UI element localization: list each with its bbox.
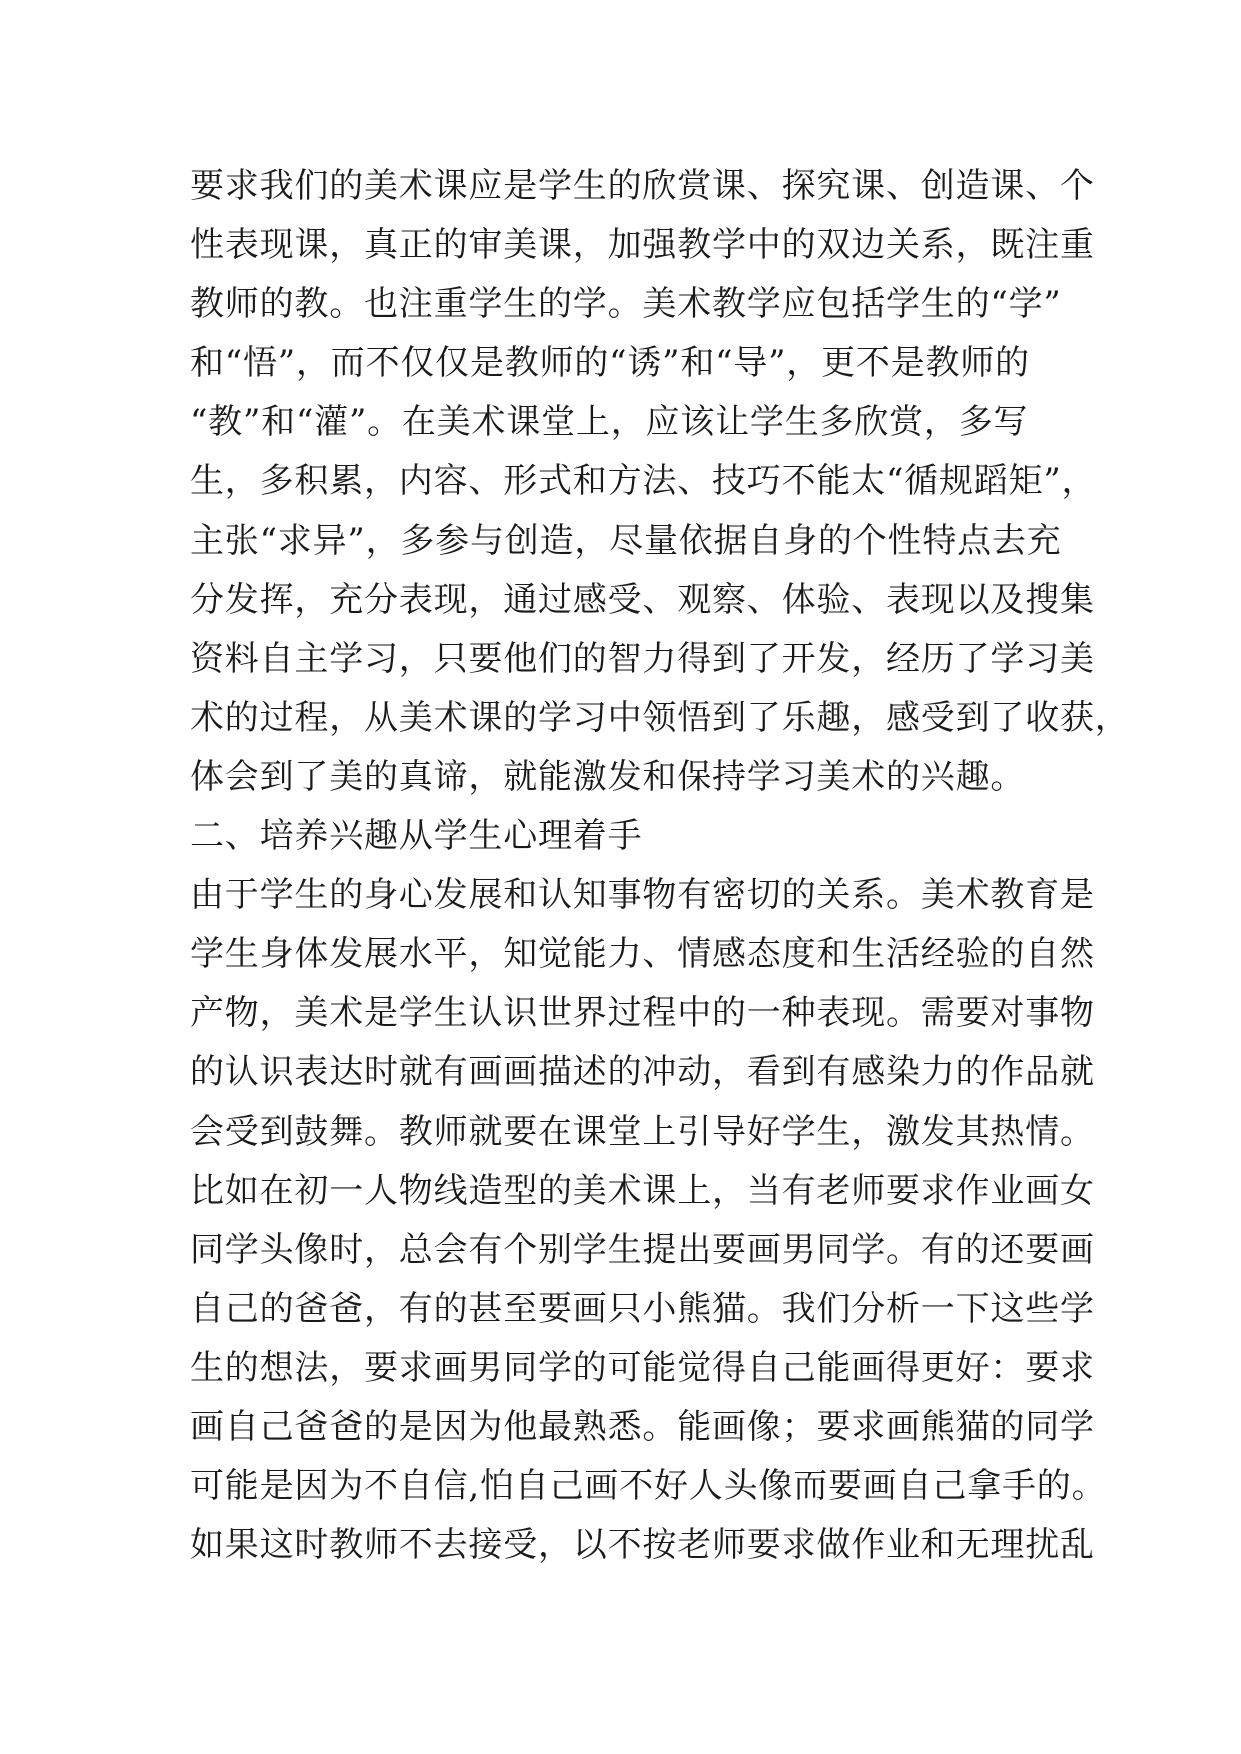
section-heading: 二、培养兴趣从学生心理着手 bbox=[190, 816, 643, 857]
text-line: 生的想法，要求画男同学的可能觉得自己能画得更好：要求 bbox=[190, 1347, 1095, 1388]
text-line: 主张“求异”，多参与创造，尽量依据自身的个性特点去充 bbox=[190, 520, 1062, 561]
text-line: “教”和“灌”。在美术课堂上，应该让学生多欣赏，多写 bbox=[190, 402, 1029, 443]
text-line: 学生身体发展水平，知觉能力、情感态度和生活经验的自然 bbox=[190, 934, 1095, 975]
text-line: 的认识表达时就有画画描述的冲动，看到有感染力的作品就 bbox=[190, 1052, 1095, 1093]
text-line: 比如在初一人物线造型的美术课上，当有老师要求作业画女 bbox=[190, 1170, 1095, 1211]
text-line: 教师的教。也注重学生的学。美术教学应包括学生的“学” bbox=[190, 284, 1062, 325]
text-line: 和“悟”，而不仅仅是教师的“诱”和“导”，更不是教师的 bbox=[190, 343, 1030, 384]
body-text bbox=[190, 157, 1130, 1575]
text-line: 会受到鼓舞。教师就要在课堂上引导好学生，激发其热情。 bbox=[190, 1111, 1095, 1152]
text-line: 资料自主学习，只要他们的智力得到了开发，经历了学习美 bbox=[190, 638, 1095, 679]
text-line: 由于学生的身心发展和认知事物有密切的关系。美术教育是 bbox=[190, 875, 1095, 916]
text-line: 可能是因为不自信,怕自己画不好人头像而要画自己拿手的。 bbox=[190, 1466, 1107, 1507]
text-line: 术的过程，从美术课的学习中领悟到了乐趣，感受到了收获， bbox=[190, 697, 1130, 738]
text-line: 体会到了美的真谛，就能激发和保持学习美术的兴趣。 bbox=[190, 756, 1026, 797]
text-line: 产物，美术是学生认识世界过程中的一种表现。需要对事物 bbox=[190, 993, 1095, 1034]
text-line: 同学头像时，总会有个别学生提出要画男同学。有的还要画 bbox=[190, 1229, 1095, 1270]
text-line: 自己的爸爸，有的甚至要画只小熊猫。我们分析一下这些学 bbox=[190, 1288, 1095, 1329]
text-line: 要求我们的美术课应是学生的欣赏课、探究课、创造课、个 bbox=[190, 166, 1095, 206]
text-line: 性表现课，真正的审美课，加强教学中的双边关系，既注重 bbox=[190, 225, 1095, 266]
text-line: 画自己爸爸的是因为他最熟悉。能画像；要求画熊猫的同学 bbox=[190, 1406, 1095, 1447]
text-line: 如果这时教师不去接受，以不按老师要求做作业和无理扰乱 bbox=[190, 1525, 1095, 1566]
text-line: 分发挥，充分表现，通过感受、观察、体验、表现以及搜集 bbox=[190, 579, 1095, 620]
text-line: 生，多积累，内容、形式和方法、技巧不能太“循规蹈矩”， bbox=[190, 461, 1097, 502]
